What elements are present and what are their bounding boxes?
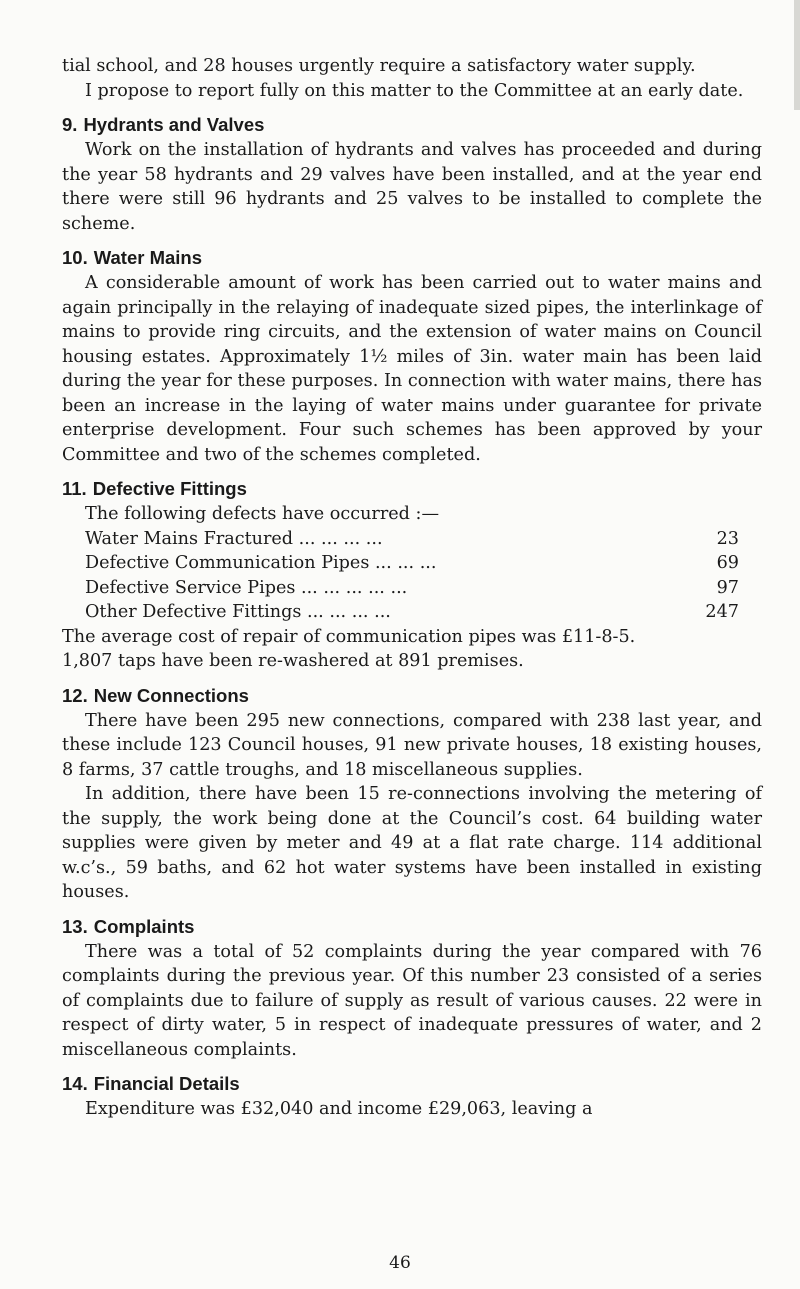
section-number: 10. [62, 247, 88, 268]
section-title: Water Mains [93, 247, 202, 268]
section-14-paragraph-1: Expenditure was £32,040 and income £29,063, leaving a [85, 1099, 593, 1119]
section-11-paragraph-2: 1,807 taps have been re-washered at 891 premises. [62, 651, 524, 671]
document-page [62, 54, 762, 1122]
defect-label: Water Mains Fractured ... ... ... ... [85, 528, 383, 549]
section-13-heading [62, 914, 762, 940]
section-number: 11. [62, 478, 87, 499]
defects-list [62, 527, 762, 625]
defect-row [62, 576, 762, 601]
defect-count: 247 [705, 602, 739, 622]
section-number: 14. [62, 1073, 88, 1094]
defect-count: 69 [716, 553, 739, 573]
section-10-heading [62, 245, 762, 271]
defect-row [62, 551, 762, 576]
defect-count: 97 [716, 577, 739, 598]
defect-label: Defective Service Pipes ... ... ... ... ... [85, 577, 408, 598]
section-title: Complaints [93, 915, 195, 937]
defect-label: Other Defective Fittings ... ... ... ... [85, 602, 391, 622]
section-9-paragraph-1: Work on the installation of hydrants and valves has proceeded and during the year 58 hydrants and 29 valves have been installed, and at the year end there were still 96 hydrants and 25 valves to be installed to complete the scheme. [62, 140, 762, 234]
page-edge-shadow [794, 0, 800, 110]
defect-count: 23 [716, 528, 739, 549]
section-12-paragraph-1: There have been 295 new connections, compared with 238 last year, and these include 123 Council houses, 91 new private houses, 18 existing houses, 8 farms, 37 cattle troughs, and 18 miscellaneous supplies. [62, 710, 762, 780]
intro-paragraph-2: I propose to report fully on this matter to the Committee at an early date. [85, 80, 744, 101]
section-number: 13. [62, 915, 88, 937]
section-title: New Connections [93, 684, 249, 706]
defect-row [62, 527, 762, 552]
section-12-paragraph-2: In addition, there have been 15 re-connections involving the metering of the supply, the work being done at the Council’s cost. 64 building water supplies were given by meter and 49 at a flat rate charge. 114 additional w.c’s., 59 baths, and 62 hot water systems have been installed in existing houses. [62, 784, 762, 902]
section-title: Financial Details [93, 1073, 240, 1094]
section-number: 12. [62, 684, 88, 706]
section-title: Hydrants and Valves [83, 114, 265, 135]
section-11-heading [62, 476, 762, 502]
section-number: 9. [62, 114, 78, 135]
section-12-heading [62, 683, 762, 709]
defect-label: Defective Communication Pipes ... ... ... [85, 553, 437, 573]
section-13-paragraph-1: There was a total of 52 complaints during the year compared with 76 complaints during the previous year. Of this number 23 consisted of a series of complaints due to failure of supply as result of various causes. 22 were in respect of dirty water, 5 in respect of inadequate pressures of water, and 2 miscellaneous complaints. [62, 941, 762, 1060]
section-title: Defective Fittings [92, 478, 247, 499]
section-14-heading [62, 1071, 762, 1097]
intro-paragraph-1: tial school, and 28 houses urgently require a satisfactory water supply. [62, 56, 696, 76]
section-10-paragraph-1: A considerable amount of work has been carried out to water mains and again principally in the relaying of inadequate sized pipes, the interlinkage of mains to provide ring circuits, and the extension of water mains on Council housing estates. Approximately 1½ miles of 3in. water main has been laid during the year for these purposes. In connection with water mains, there has been an increase in the laying of water mains under guarantee for private enterprise development. Four such schemes has been approved by your Committee and two of the schemes completed. [62, 273, 762, 465]
section-11-lead: The following defects have occurred :— [85, 504, 440, 524]
defect-row [62, 600, 762, 625]
section-11-paragraph-1: The average cost of repair of communication pipes was £11-8-5. [62, 626, 636, 647]
page-number: 46 [389, 1253, 411, 1273]
section-9-heading [62, 112, 762, 138]
